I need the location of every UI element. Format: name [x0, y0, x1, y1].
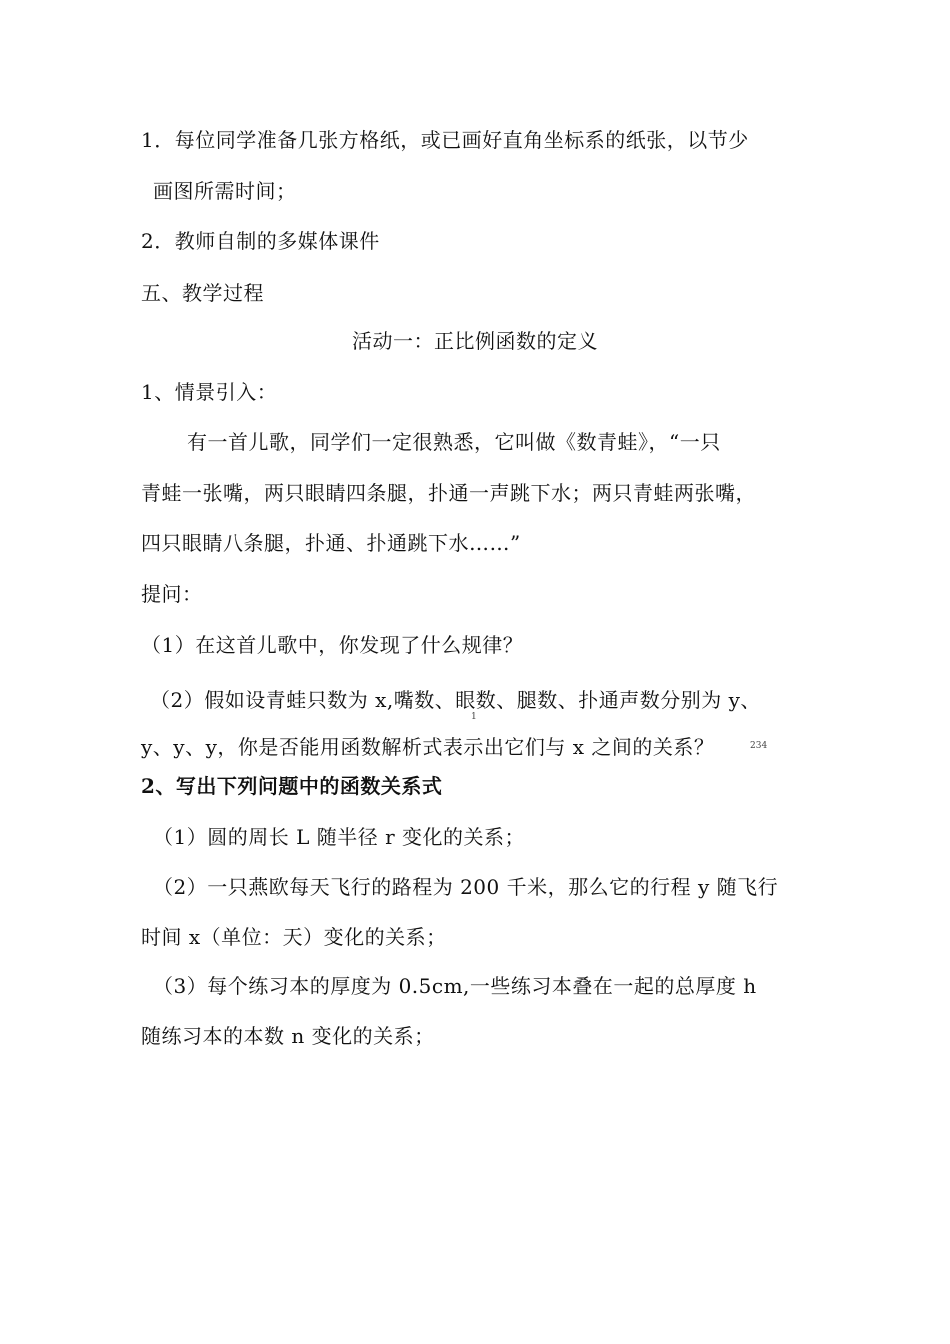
- problem-2: （2）一只燕欧每天飞行的路程为 200 千米，那么它的行程 y 随飞行: [153, 875, 779, 899]
- paragraph-nursery-rhyme-line-2: 青蛙一张嘴，两只眼睛四条腿，扑通一声跳下水；两只青蛙两张嘴，: [141, 481, 756, 505]
- question-heading: 提问：: [141, 582, 203, 606]
- materials-item-2: 2．教师自制的多媒体课件: [141, 229, 380, 253]
- activity-title: 活动一：正比例函数的定义: [352, 329, 598, 353]
- problem-3: （3）每个练习本的厚度为 0.5cm,一些练习本叠在一起的总厚度 h: [153, 974, 757, 998]
- problem-3-continued: 随练习本的本数 n 变化的关系；: [141, 1024, 435, 1048]
- question-2: （2）假如设青蛙只数为 x,嘴数、眼数、腿数、扑通声数分别为 y、: [150, 688, 761, 712]
- subsection-write-functions: 2、写出下列问题中的函数关系式: [141, 774, 443, 798]
- subscript-label-234: 234: [750, 741, 768, 751]
- question-2-continued: y、y、y，你是否能用函数解析式表示出它们与 x 之间的关系？: [141, 735, 715, 759]
- problem-1: （1）圆的周长 L 随半径 r 变化的关系；: [153, 825, 525, 849]
- materials-item-1: 1．每位同学准备几张方格纸，或已画好直角坐标系的纸张，以节少: [141, 128, 749, 152]
- problem-2-continued: 时间 x（单位：天）变化的关系；: [141, 925, 447, 949]
- question-1: （1）在这首儿歌中，你发现了什么规律？: [141, 633, 524, 657]
- section-heading-teaching-process: 五、教学过程: [141, 281, 264, 305]
- subscript-label-1: 1: [471, 712, 477, 722]
- subsection-scenario-intro: 1、情景引入：: [141, 380, 278, 404]
- materials-item-1-continued: 画图所需时间；: [153, 179, 297, 203]
- paragraph-nursery-rhyme: 有一首儿歌，同学们一定很熟悉，它叫做《数青蛙》，“一只: [187, 430, 721, 454]
- paragraph-nursery-rhyme-line-3: 四只眼睛八条腿，扑通、扑通跳下水……”: [141, 531, 521, 555]
